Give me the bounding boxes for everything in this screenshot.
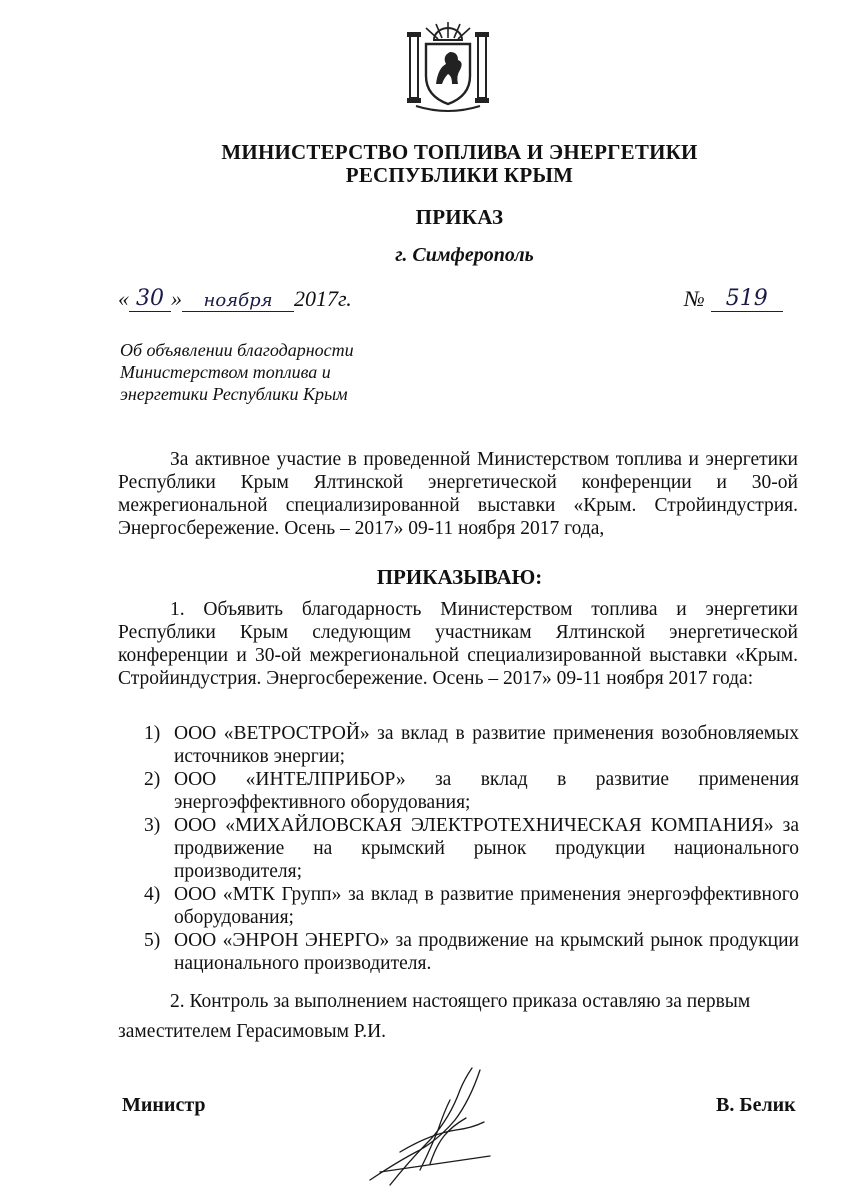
- list-item: [144, 814, 799, 883]
- list-item-text: ООО «ЭНРОН ЭНЕРГО» за продвижение на крымский рынок продукции национального производителя.: [174, 930, 799, 974]
- list-item-number: 3): [144, 815, 161, 836]
- date-month: ноября: [182, 290, 294, 312]
- list-item-number: 2): [144, 769, 161, 790]
- coat-of-arms-icon: [402, 18, 494, 114]
- ministry-name-line2: РЕСПУБЛИКИ КРЫМ: [345, 163, 574, 187]
- date-open-quote: «: [118, 286, 129, 311]
- item-2-paragraph: 2. Контроль за выполнением настоящего приказа оставляю за первым заместителем Герасимовым Р.И.: [118, 991, 751, 1042]
- list-item-number: 1): [144, 723, 161, 744]
- list-item: [144, 929, 799, 975]
- signatory-name: В. Белик: [716, 1094, 796, 1116]
- ministry-name-line1: МИНИСТЕРСТВО ТОПЛИВА И ЭНЕРГЕТИКИ: [221, 140, 698, 164]
- list-item-text: ООО «МТК Групп» за вклад в развитие применения энергоэффективного оборудования;: [174, 884, 799, 928]
- list-item-text: ООО «МИХАЙЛОВСКАЯ ЭЛЕКТРОТЕХНИЧЕСКАЯ КОМПАНИЯ» за продвижение на крымский рынок продукции национального производителя;: [174, 815, 799, 882]
- order-subject: Об объявлении благодарности Министерством топлива и энергетики Республики Крым: [120, 340, 354, 404]
- number-sign: №: [684, 286, 705, 311]
- list-item-text: ООО «ИНТЕЛПРИБОР» за вклад в развитие применения энергоэффективного оборудования;: [174, 769, 799, 813]
- date-close-quote: »: [171, 286, 182, 311]
- preamble-paragraph: За активное участие в проведенной Министерством топлива и энергетики Республики Крым Ялтинской энергетической конференции и 30-ой межрегиональной специализированной выставки «Крым. Стройиндустрия. Энергосбережение. Осень – 2017» 09-11 ноября 2017 года,: [118, 449, 798, 539]
- order-title: ПРИКАЗ: [415, 205, 504, 229]
- list-item-text: ООО «ВЕТРОСТРОЙ» за вклад в развитие применения возобновляемых источников энергии;: [174, 723, 799, 767]
- date-year: 2017г.: [294, 286, 352, 311]
- order-number: [684, 286, 783, 312]
- list-item-number: 4): [144, 884, 161, 905]
- order-date: [118, 286, 352, 312]
- list-item: [144, 883, 799, 929]
- handwritten-signature: [360, 1060, 510, 1190]
- awardees-list: [144, 722, 799, 975]
- item-1-paragraph: 1. Объявить благодарность Министерством топлива и энергетики Республики Крым следующим участникам Ялтинской энергетической конференции и 30-ой межрегиональной специализированной выставки «Крым. Стройиндустрия. Энергосбережение. Осень – 2017» 09-11 ноября 2017 года:: [118, 599, 798, 689]
- number-value: 519: [711, 286, 783, 312]
- list-item: [144, 722, 799, 768]
- list-item-number: 5): [144, 930, 161, 951]
- decree-word: ПРИКАЗЫВАЮ:: [376, 565, 543, 589]
- signatory-title: Министр: [122, 1094, 206, 1116]
- date-day: 30: [129, 286, 171, 312]
- city-line: г. Симферополь: [395, 244, 534, 266]
- list-item: [144, 768, 799, 814]
